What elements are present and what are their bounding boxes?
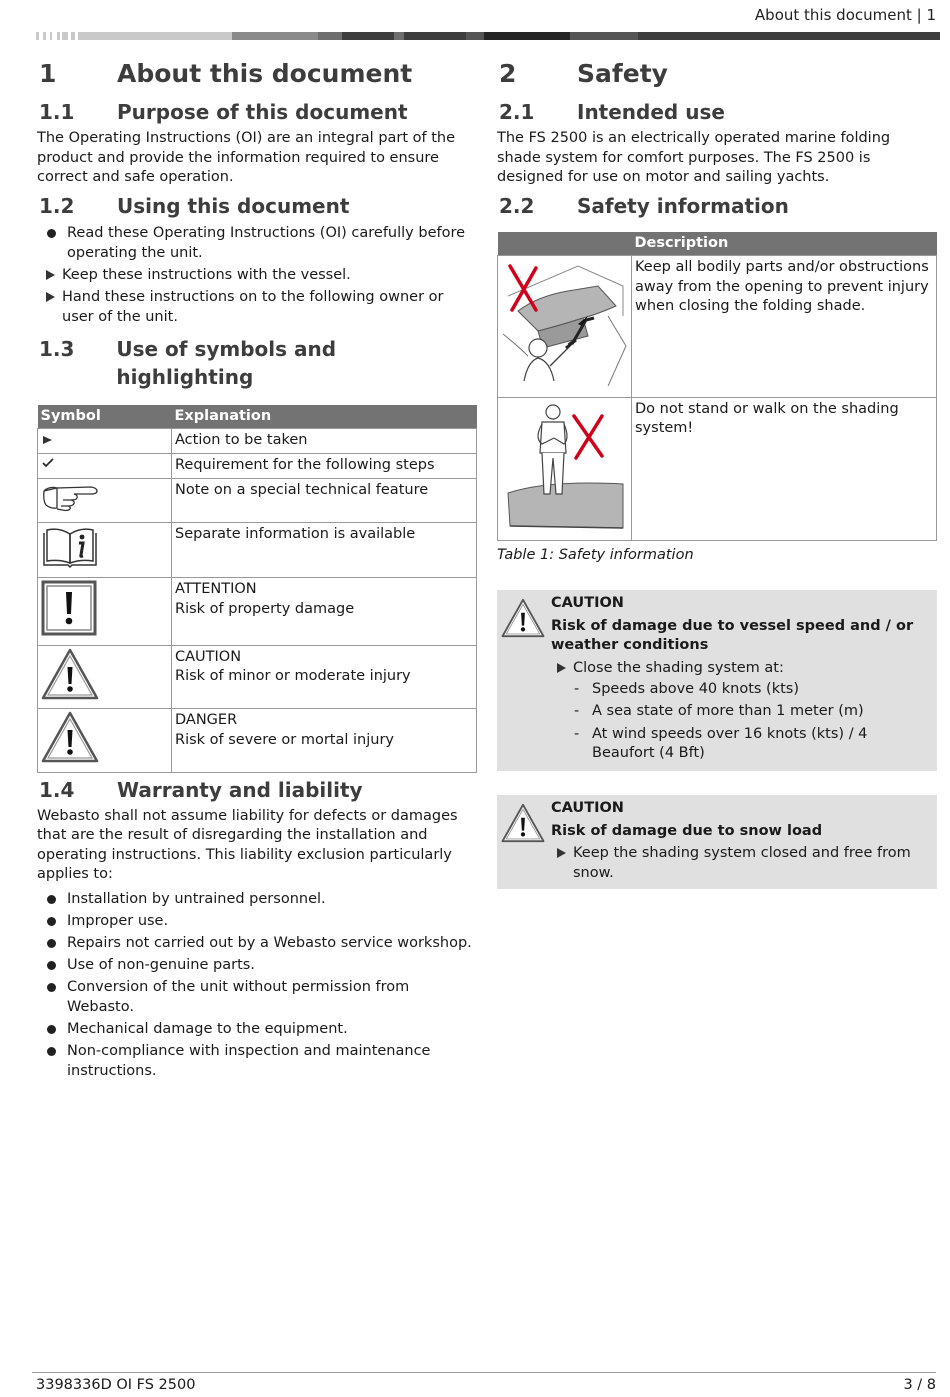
caution-triangle-icon	[41, 648, 99, 700]
table-caption: Table 1: Safety information	[497, 547, 694, 563]
warranty-text: Webasto shall not assume liability for defects or damages that are the result of disregarding the installation and operating instructions. This liability exclusion particularly applies to:	[37, 807, 458, 882]
list-item: Read these Operating Instructions (OI) carefully before operating the unit.	[37, 223, 477, 263]
caution-box-speed	[497, 590, 937, 771]
danger-triangle-icon	[41, 711, 99, 763]
header-stripe	[36, 32, 940, 40]
explanation-cell: CAUTION Risk of minor or moderate injury	[172, 645, 477, 709]
table-row	[498, 256, 937, 398]
action-arrow-icon	[43, 436, 52, 444]
table-row	[38, 709, 477, 773]
column-header-description: Description	[632, 232, 937, 256]
list-item: Repairs not carried out by a Webasto service workshop.	[37, 933, 477, 953]
description-cell: Do not stand or walk on the shading system!	[632, 397, 937, 541]
caution-subtitle: Risk of damage due to vessel speed and / or weather conditions	[551, 617, 914, 653]
caution-actions	[551, 658, 923, 678]
table-row	[38, 578, 477, 646]
list-item: Mechanical damage to the equipment.	[37, 1019, 477, 1039]
section-heading-2-2: 2.2 Safety information	[499, 193, 789, 218]
left-column	[37, 56, 477, 1083]
footer-divider	[32, 1372, 936, 1373]
caution-label: CAUTION	[551, 799, 624, 816]
attention-square-icon	[41, 580, 97, 636]
person-standing-on-shade-illustration	[498, 398, 630, 534]
explanation-cell: Note on a special technical feature	[172, 479, 477, 523]
caution-box-snow	[497, 795, 937, 890]
list-item: - At wind speeds over 16 knots (kts) / 4 Beaufort (4 Bft)	[551, 725, 923, 764]
chapter-heading-1: 1 About this document	[39, 59, 413, 88]
safety-table	[497, 232, 937, 542]
list-item: Non-compliance with inspection and maintenance instructions.	[37, 1041, 477, 1081]
action-item: Keep the shading system closed and free from snow.	[551, 843, 923, 883]
caution-conditions	[551, 680, 923, 764]
table-row	[38, 522, 477, 578]
table-row	[38, 429, 477, 454]
explanation-cell: ATTENTION Risk of property damage	[172, 578, 477, 646]
using-bullets	[37, 223, 477, 263]
page-header-title: About this document | 1	[754, 6, 936, 24]
footer-page-number: 3 / 8	[903, 1377, 936, 1393]
explanation-cell: Action to be taken	[172, 429, 477, 454]
description-cell: Keep all bodily parts and/or obstructions away from the opening to prevent injury when closing the folding shade.	[632, 256, 937, 398]
table-row	[498, 397, 937, 541]
warranty-bullets	[37, 889, 477, 1081]
section-heading-1-2: 1.2 Using this document	[39, 193, 350, 218]
caution-label: CAUTION	[551, 594, 624, 611]
column-header-symbol: Symbol	[38, 405, 172, 429]
footer-doc-id: 3398336D OI FS 2500	[36, 1377, 196, 1393]
purpose-text: The Operating Instructions (OI) are an integral part of the product and provide the information required to ensure correct and safe operation.	[37, 130, 456, 185]
caution-triangle-icon	[501, 598, 545, 638]
explanation-cell: Separate information is available	[172, 522, 477, 578]
list-item: Improper use.	[37, 911, 477, 931]
table-header-row	[498, 232, 937, 256]
table-row	[38, 645, 477, 709]
list-item: - Speeds above 40 knots (kts)	[551, 680, 923, 700]
list-item: Use of non-genuine parts.	[37, 955, 477, 975]
action-item: Close the shading system at:	[551, 658, 923, 678]
list-item: Installation by untrained personnel.	[37, 889, 477, 909]
checkmark-icon	[41, 457, 55, 469]
list-item: - A sea state of more than 1 meter (m)	[551, 702, 923, 722]
table-header-row	[38, 405, 477, 429]
explanation-cell: DANGER Risk of severe or mortal injury	[172, 709, 477, 773]
list-item: Conversion of the unit without permission from Webasto.	[37, 977, 477, 1017]
symbols-table	[37, 405, 477, 773]
info-book-icon	[41, 525, 99, 569]
caution-subtitle: Risk of damage due to snow load	[551, 822, 823, 839]
section-heading-1-3: 1.3 Use of symbols and highlighting	[39, 336, 337, 389]
action-item: Keep these instructions with the vessel.	[37, 265, 477, 285]
section-heading-2-1: 2.1 Intended use	[499, 100, 725, 124]
chapter-heading-2: 2 Safety	[499, 59, 668, 88]
caution-actions	[551, 843, 923, 883]
pointing-hand-icon	[41, 481, 101, 513]
intended-use-text: The FS 2500 is an electrically operated marine folding shade system for comfort purposes. The FS 2500 is designed for use on motor and sailing yachts.	[497, 130, 891, 185]
action-item: Hand these instructions on to the following owner or user of the unit.	[37, 287, 477, 327]
explanation-cell: Requirement for the following steps	[172, 454, 477, 479]
caution-triangle-icon	[501, 803, 545, 843]
using-actions	[37, 265, 477, 327]
hand-near-shade-illustration	[498, 256, 630, 390]
table-row	[38, 479, 477, 523]
right-column	[497, 56, 937, 889]
column-header-explanation: Explanation	[172, 405, 477, 429]
section-heading-1-4: 1.4 Warranty and liability	[39, 777, 363, 802]
table-row	[38, 454, 477, 479]
section-heading-1-1: 1.1 Purpose of this document	[39, 100, 408, 124]
